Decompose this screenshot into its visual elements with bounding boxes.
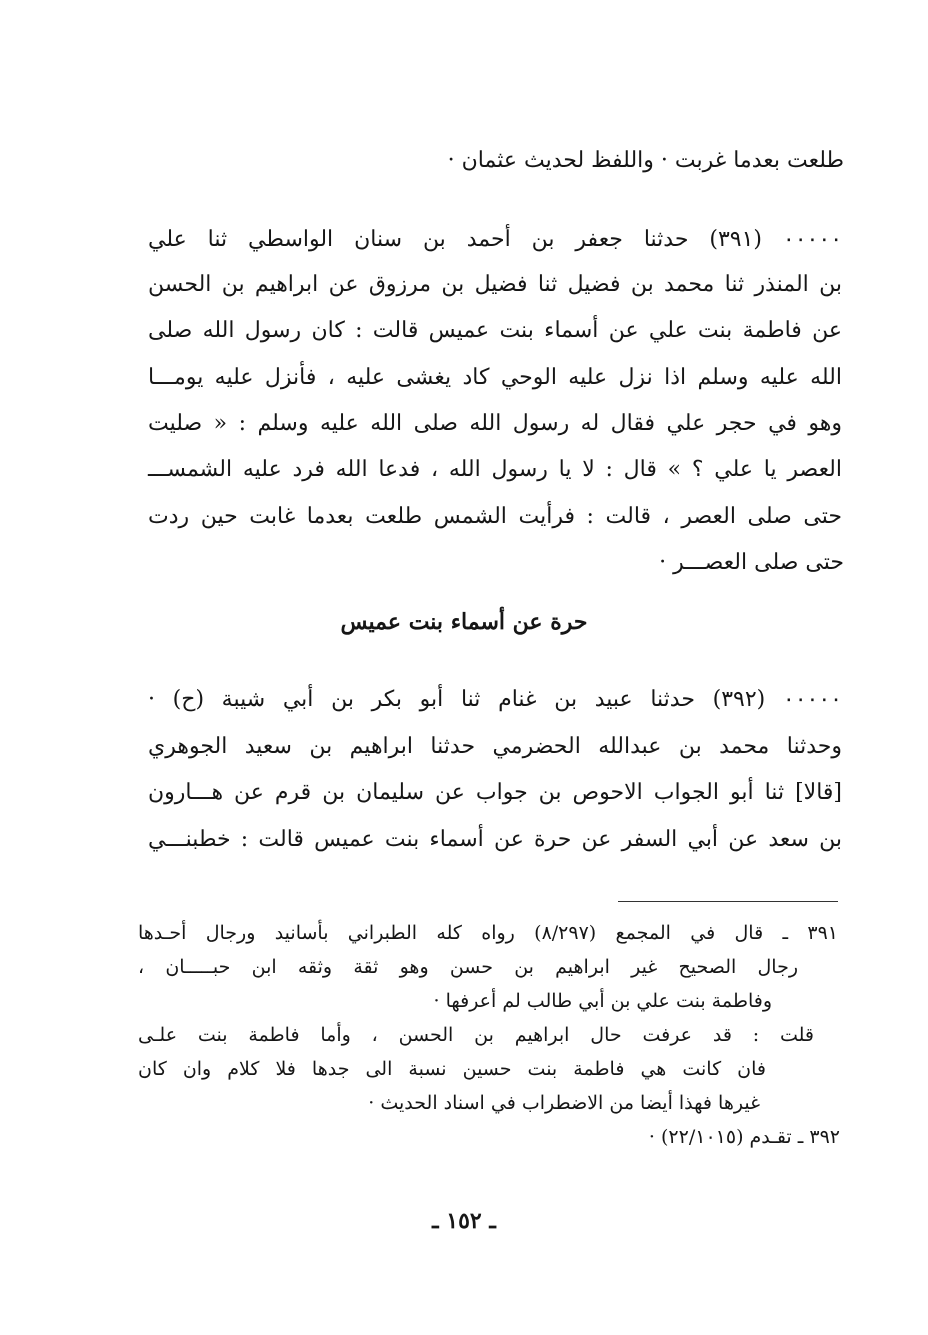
footnote-391-line-2: رجال الصحيح غير ابراهيم بن حسن وهو ثقة وثقه ابن حبـــــان ، <box>138 956 798 978</box>
hadith-391-line-4: الله عليه وسلم اذا نزل عليه الوحي كاد يغشى عليه ، فأنزل عليه يومـــا <box>148 365 842 390</box>
footnote-391-line-6: غيرها فهذا أيضا من الاضطراب في اسناد الحديث · <box>368 1092 760 1114</box>
footnote-391-line-5: فان كانت هي فاطمة بنت حسين نسبة الى جدها فلا كلام وان كان <box>138 1058 766 1080</box>
hadith-391-line-8: حتى صلى العصـــر · <box>659 550 844 575</box>
hadith-392-line-2: وحدثنا محمد بن عبدالله الحضرمي حدثنا ابراهيم بن سعيد الجوهري <box>148 734 842 759</box>
hadith-392-line-4: بن سعد عن أبي السفر عن حرة عن أسماء بنت عميس قالت : خطبنـــي <box>148 827 842 852</box>
continuation-line: طلعت بعدما غربت · واللفظ لحديث عثمان · <box>447 148 844 173</box>
hadith-392-line-3: [قالا] ثنا أبو الجواب الاحوص بن جواب عن سليمان بن قرم عن هـــارون <box>148 780 842 805</box>
section-heading: حرة عن أسماء بنت عميس <box>340 609 588 635</box>
footnote-391-line-3: وفاطمة بنت علي بن أبي طالب لم أعرفها · <box>433 990 772 1012</box>
hadith-391-line-1: ٠٠٠٠٠ (٣٩١) حدثنا جعفر بن أحمد بن سنان الواسطي ثنا علي <box>148 227 843 252</box>
hadith-391-line-2: بن المنذر ثنا محمد بن فضيل ثنا فضيل بن مرزوق عن ابراهيم بن الحسن <box>148 272 842 297</box>
footnote-392: ٣٩٢ ـ تقـدم (٢٢/١٠١٥) · <box>648 1126 840 1148</box>
hadith-391-line-6: العصر يا علي ؟ » قال : لا يا رسول الله ، فدعا الله فرد عليه الشمســـ <box>148 457 842 482</box>
page-number: ـ ١٥٢ ـ <box>432 1208 496 1234</box>
footnote-391-line-4: قلت : قد عرفت حال ابراهيم بن الحسن ، وأما فاطمة بنت علـى <box>138 1024 814 1046</box>
hadith-391-line-3: عن فاطمة بنت علي عن أسماء بنت عميس قالت : كان رسول الله صلى <box>148 318 842 343</box>
hadith-391-line-7: حتى صلى العصر ، قالت : فرأيت الشمس طلعت بعدما غابت حين ردت <box>148 504 842 529</box>
footnote-391-line-1: ٣٩١ ـ قال في المجمع (٨/٢٩٧) رواه كله الطبراني بأسانيد ورجال أحـدها <box>138 922 839 944</box>
hadith-391-line-5: وهو في حجر علي فقال له رسول الله صلى الله عليه وسلم : « صليت <box>148 411 842 436</box>
footnote-separator <box>618 901 838 902</box>
hadith-392-line-1: ٠٠٠٠٠ (٣٩٢) حدثنا عبيد بن غنام ثنا أبو بكر بن أبي شيبة (ح) · <box>148 687 842 712</box>
